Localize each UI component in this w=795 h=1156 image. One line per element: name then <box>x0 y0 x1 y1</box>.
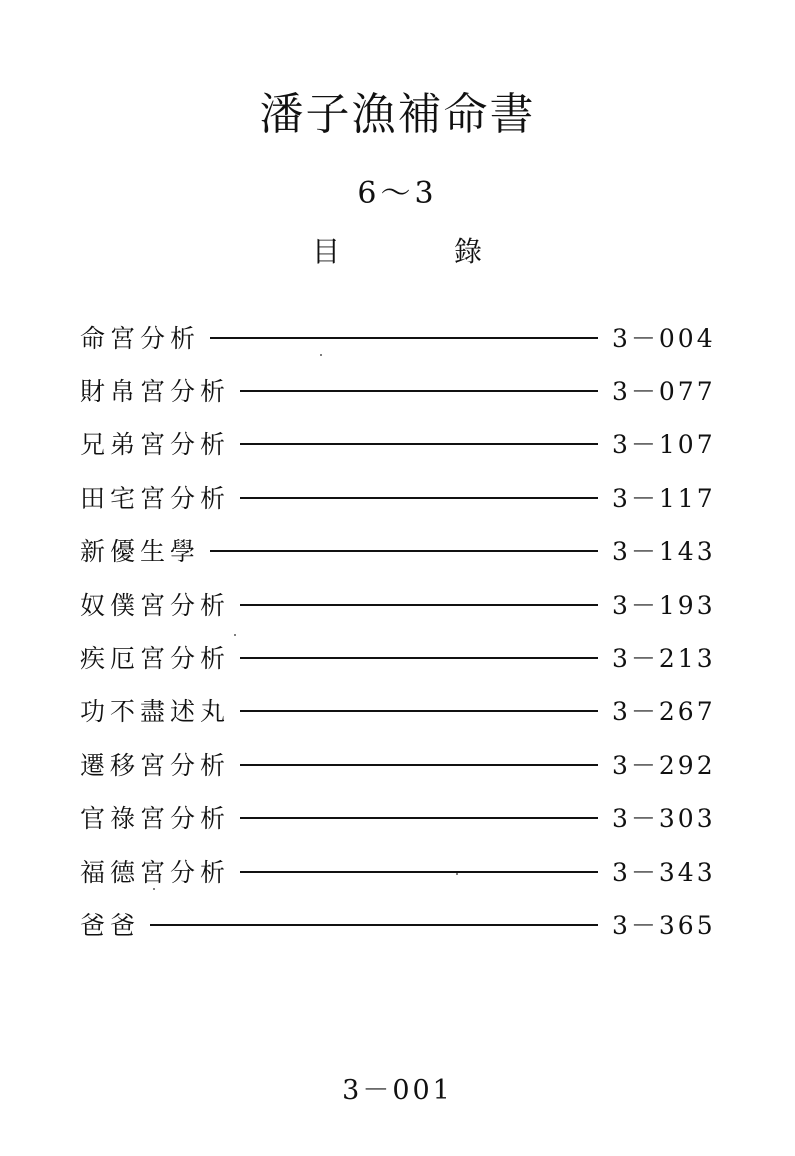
toc-entry-page: 3－292 <box>612 750 716 780</box>
toc-leader-line <box>240 497 598 499</box>
toc-entry-title: 遷移宮分析 <box>80 750 231 780</box>
toc-entry-title: 新優生學 <box>80 537 201 567</box>
toc-entry-page: 3－077 <box>612 377 716 407</box>
book-title: 潘子漁補命書 <box>259 89 536 140</box>
scan-speck <box>456 873 458 875</box>
toc-entry <box>80 737 720 790</box>
toc-leader-line <box>210 337 598 339</box>
toc-entry <box>80 630 720 683</box>
toc-entry <box>80 791 720 844</box>
toc-entry <box>80 417 720 470</box>
toc-leader-line <box>240 443 598 445</box>
toc-entry-page: 3－267 <box>612 697 716 727</box>
toc-entry <box>80 897 720 950</box>
toc-leader-line <box>240 390 598 392</box>
toc-entry-page: 3－143 <box>612 537 716 567</box>
toc-entry-title: 功不盡述丸 <box>80 697 231 727</box>
toc-heading-right: 錄 <box>453 235 482 268</box>
toc-entry-title: 官祿宮分析 <box>80 804 231 834</box>
toc-leader-line <box>240 710 598 712</box>
toc-entry <box>80 844 720 897</box>
toc-entry-page: 3－193 <box>612 590 716 620</box>
toc-leader-line <box>240 871 598 873</box>
toc-leader-line <box>240 604 598 606</box>
toc-entry-page: 3－303 <box>612 804 716 834</box>
toc-leader-line <box>240 764 598 766</box>
toc-entry <box>80 524 720 577</box>
toc-entry-title: 田宅宮分析 <box>80 483 231 513</box>
table-of-contents <box>80 310 720 951</box>
toc-entry-title: 兄弟宮分析 <box>80 430 231 460</box>
scan-speck <box>153 888 155 890</box>
page-number: 3－001 <box>342 1075 453 1106</box>
toc-entry-page: 3－365 <box>612 910 716 940</box>
toc-entry-title: 爸爸 <box>80 910 141 940</box>
toc-heading-left: 目 <box>312 235 341 268</box>
toc-leader-line <box>210 550 598 552</box>
toc-heading <box>312 230 482 270</box>
toc-leader-line <box>240 817 598 819</box>
toc-entry <box>80 363 720 416</box>
toc-entry-title: 財帛宮分析 <box>80 377 231 407</box>
volume-number: 6～3 <box>357 176 438 211</box>
toc-entry-page: 3－117 <box>612 483 716 513</box>
toc-entry-page: 3－107 <box>612 430 716 460</box>
toc-leader-line <box>150 924 598 926</box>
toc-entry-title: 疾厄宮分析 <box>80 644 231 674</box>
toc-entry-page: 3－343 <box>612 857 716 887</box>
toc-entry-title: 福德宮分析 <box>80 857 231 887</box>
toc-entry <box>80 310 720 363</box>
toc-entry-page: 3－213 <box>612 644 716 674</box>
toc-entry <box>80 577 720 630</box>
toc-entry <box>80 684 720 737</box>
scan-speck <box>320 354 322 356</box>
toc-entry-title: 命宮分析 <box>80 323 201 353</box>
scan-speck <box>234 634 236 636</box>
toc-leader-line <box>240 657 598 659</box>
toc-entry-page: 3－004 <box>612 323 716 353</box>
toc-entry-title: 奴僕宮分析 <box>80 590 231 620</box>
toc-entry <box>80 470 720 523</box>
